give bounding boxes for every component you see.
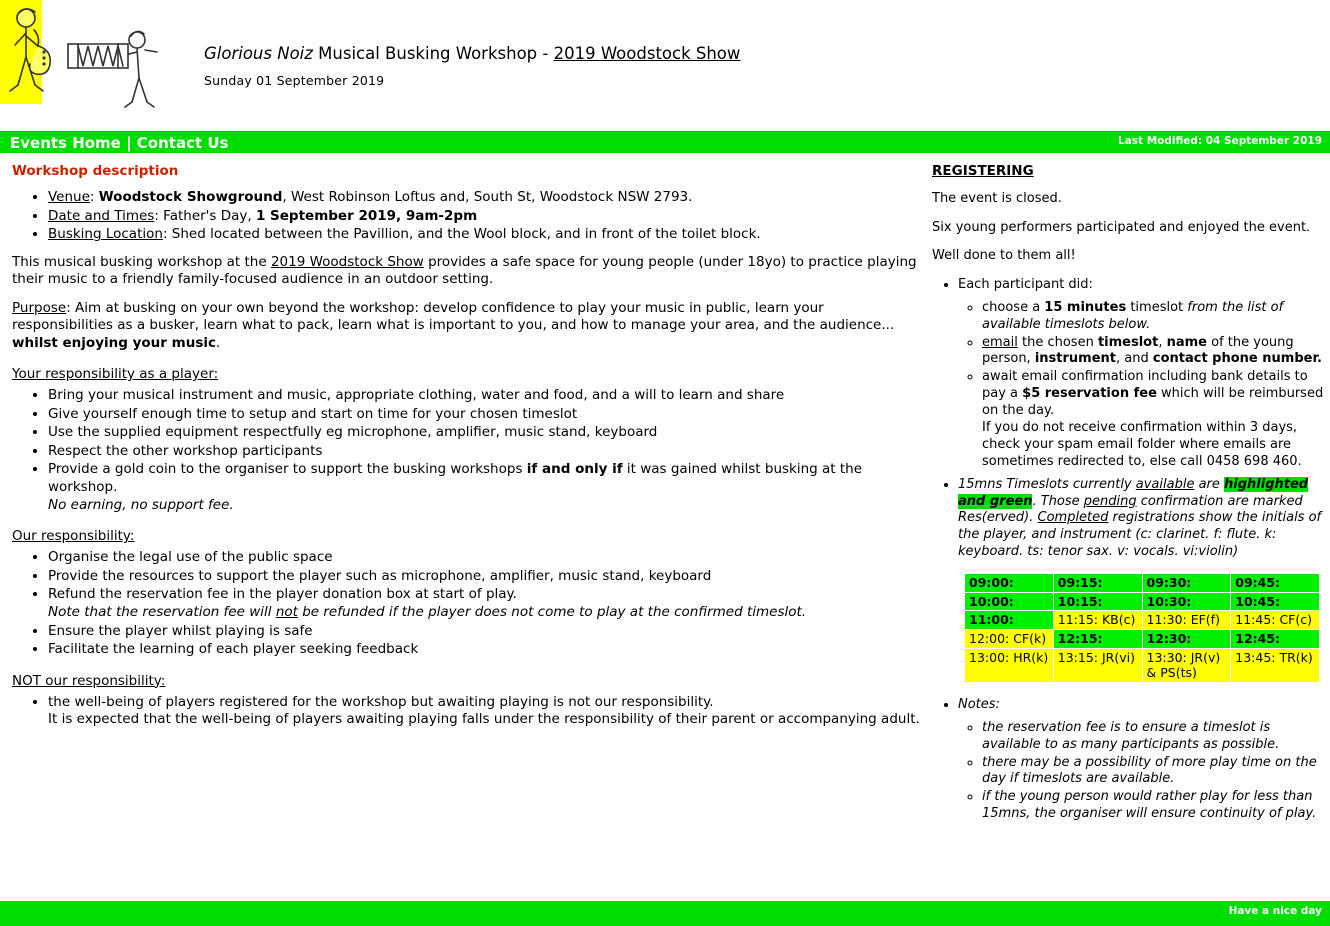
nav-contact-us[interactable]: Contact Us <box>136 133 229 152</box>
purpose-paragraph <box>12 300 927 352</box>
list-item-timeslot-legend <box>958 477 1324 561</box>
step3-post: which will be reimbursed on the day. <box>982 386 1324 419</box>
timeslot-cell[interactable]: 13:30: JR(v) & PS(ts) <box>1142 648 1231 682</box>
slots-highlight: highlighted and green <box>958 476 1309 509</box>
list-item: ◦ if the young person would rather play for less than 15mns, the organiser will ensure continuity of play. <box>982 789 1324 823</box>
our-responsibility-list <box>12 549 927 658</box>
step3-bold-fee: $5 reservation fee <box>1022 386 1157 402</box>
timeslot-cell[interactable]: 12:00: CF(k) <box>965 630 1054 649</box>
brand-name: Glorious Noiz <box>204 44 313 63</box>
gold-coin-post: it was gained whilst busking at the workshop. <box>48 461 863 495</box>
page-header <box>0 0 1330 131</box>
participated-text: Six young performers participated and enjoyed the event. <box>932 219 1311 235</box>
header-show-link[interactable]: 2019 Woodstock Show <box>553 44 741 63</box>
dates-label: Date and Times <box>48 207 155 224</box>
not-our-note: It is expected that the well-being of players awaiting playing falls under the responsibility of their parent or accompanying adult. <box>48 711 920 728</box>
venue-label: Venue <box>48 189 90 205</box>
list-item-dates <box>48 208 927 226</box>
notes-sublist <box>958 720 1324 823</box>
refund-note <box>48 604 806 620</box>
list-item: • Provide the resources to support the player such as microphone, amplifier, music stand, keyboard <box>48 568 927 586</box>
timeslot-table <box>964 573 1320 683</box>
last-modified: Last Modified: 04 September 2019 <box>1118 135 1322 147</box>
timeslot-cell[interactable]: 13:45: TR(k) <box>1231 648 1320 682</box>
page-footer <box>0 901 1330 926</box>
player-responsibility-title: Your responsibility as a player: <box>12 365 219 382</box>
timeslot-cell[interactable]: 09:45: <box>1231 574 1320 593</box>
purpose-end: . <box>215 334 221 351</box>
table-row <box>965 574 1320 593</box>
slots-mid1: are <box>1194 476 1225 492</box>
not-our-responsibility-title: NOT our responsibility: <box>12 672 166 689</box>
refund-text: Refund the reservation fee in the player donation box at start of play. <box>48 586 517 603</box>
busking-location-label: Busking Location <box>48 226 163 243</box>
notes-title: Notes: <box>958 696 1000 712</box>
step2-bold-phone: contact phone number. <box>1152 351 1322 367</box>
list-item: • Use the supplied equipment respectfully eg microphone, amplifier, music stand, keyboard <box>48 424 927 442</box>
busking-location-value: : Shed located between the Pavillion, and the Wool block, and in front of the toilet block. <box>162 226 761 243</box>
intro-post: provides a safe space for young people (under 18yo) to practice playing their music to a friendly family-focused audience in an outdoor setting. <box>12 253 917 287</box>
notes-list <box>932 697 1324 823</box>
timeslot-cell[interactable]: 10:15: <box>1053 592 1142 611</box>
list-item-each-participant <box>958 277 1324 471</box>
each-participant-label: Each participant did: <box>958 276 1093 292</box>
step1-italic: from the list of available timeslots below. <box>982 299 1284 332</box>
dates-prefix: : Father's Day, <box>154 207 256 224</box>
event-closed-text: The event is closed. <box>932 191 1062 206</box>
list-item: ◦ there may be a possibility of more play time on the day if timeslots are available. <box>982 755 1324 789</box>
nav-separator: | <box>120 133 137 152</box>
participant-steps-sublist <box>958 300 1324 471</box>
table-row <box>965 611 1320 630</box>
registering-title: REGISTERING <box>932 163 1034 179</box>
refund-note-not: not <box>275 603 298 620</box>
list-item-notes <box>958 697 1324 823</box>
timeslot-cell[interactable]: 11:15: KB(c) <box>1053 611 1142 630</box>
timeslot-cell[interactable]: 13:15: JR(vi) <box>1053 648 1142 682</box>
table-row <box>965 592 1320 611</box>
venue-details-list <box>12 189 927 244</box>
step2-mid2: , <box>1158 334 1167 350</box>
slots-mid3: confirmation are marked Res(erved). <box>958 493 1303 526</box>
not-our-item: the well-being of players registered for the workshop but awaiting playing is not our responsibility. <box>48 693 714 710</box>
nav-events-home[interactable]: Events Home <box>10 133 121 152</box>
list-item: • Ensure the player whilst playing is safe <box>48 623 927 641</box>
header-date: Sunday 01 September 2019 <box>204 73 385 88</box>
list-item-refund <box>48 586 927 621</box>
workshop-description-title: Workshop description <box>12 163 179 179</box>
timeslot-cell[interactable]: 11:30: EF(f) <box>1142 611 1231 630</box>
step2-mid1: the chosen <box>1017 334 1098 350</box>
main-content <box>0 153 1330 901</box>
list-item: • Give yourself enough time to setup and start on time for your chosen timeslot <box>48 406 927 424</box>
list-item: • Bring your musical instrument and music, appropriate clothing, water and food, and a will to learn and share <box>48 387 927 405</box>
step2-bold-name: name <box>1166 334 1207 350</box>
dates-value: 1 September 2019, 9am-2pm <box>255 207 478 224</box>
venue-name: Woodstock Showground <box>98 189 283 205</box>
table-row <box>965 648 1320 682</box>
list-item: ◦ the reservation fee is to ensure a timeslot is available to as many participants as possible. <box>982 720 1324 754</box>
slots-pre: 15mns Timeslots currently <box>958 476 1136 492</box>
footer-gap <box>0 889 1330 901</box>
step3-note: If you do not receive confirmation within 3 days, check your spam email folder where emails are sometimes redirected to, else call 0458 698 460. <box>982 420 1302 469</box>
timeslot-cell[interactable]: 10:45: <box>1231 592 1320 611</box>
our-responsibility-title: Our responsibility: <box>12 528 135 545</box>
slots-pending-word: pending <box>1083 493 1137 509</box>
purpose-text: : Aim at busking on your own beyond the workshop: develop confidence to play your music in public, learn your responsibilities as a busker, learn what to pack, learn what is important to you, and how to manage your area, and the audience... <box>12 300 895 334</box>
gold-coin-note: No earning, no support fee. <box>48 496 234 513</box>
timeslot-cell[interactable]: 10:30: <box>1142 592 1231 611</box>
slots-completed-word: Completed <box>1037 510 1109 526</box>
list-item-not-our <box>48 694 927 729</box>
list-item: • Respect the other workshop participants <box>48 443 927 461</box>
player-responsibility-list <box>12 387 927 514</box>
timeslot-cell[interactable]: 09:00: <box>965 574 1054 593</box>
timeslot-cell[interactable]: 11:45: CF(c) <box>1231 611 1320 630</box>
step2-mid3: of the young person, <box>982 334 1294 367</box>
registering-column <box>932 163 1324 829</box>
email-link[interactable]: email <box>982 334 1018 350</box>
title-rest: Musical Busking Workshop - <box>312 44 554 63</box>
slots-mid2: . Those <box>1032 493 1084 509</box>
gold-coin-bold: if and only if <box>526 461 623 478</box>
step1-bold: 15 minutes <box>1044 299 1127 315</box>
step2-bold-instrument: instrument <box>1034 351 1116 367</box>
timeslot-legend-list <box>932 477 1324 561</box>
table-row <box>965 630 1320 649</box>
list-item-busking-location <box>48 226 927 244</box>
registration-steps-list <box>932 277 1324 471</box>
venue-address: , West Robinson Loftus and, South St, Woodstock NSW 2793. <box>282 189 693 205</box>
nav-bar <box>0 131 1330 153</box>
timeslot-cell[interactable]: 11:00: <box>965 611 1054 630</box>
list-item-gold-coin <box>48 461 927 514</box>
logo <box>0 0 182 120</box>
refund-note-pre: Note that the reservation fee will <box>48 603 276 620</box>
list-item-choose-timeslot <box>982 300 1324 334</box>
timeslot-cell[interactable]: 13:00: HR(k) <box>965 648 1054 682</box>
nav-links <box>10 134 228 152</box>
refund-note-post: be refunded if the player does not come to play at the confirmed timeslot. <box>297 603 807 620</box>
intro-pre: This musical busking workshop at the <box>12 253 271 270</box>
timeslot-cell[interactable]: 09:15: <box>1053 574 1142 593</box>
timeslot-cell[interactable]: 12:45: <box>1231 630 1320 649</box>
intro-show-link[interactable]: 2019 Woodstock Show <box>270 253 424 270</box>
list-item-venue: • Venue: Woodstock Showground, West Robinson Loftus and, South St, Woodstock NSW 2793. <box>48 189 927 207</box>
intro-paragraph <box>12 254 927 289</box>
step2-bold-timeslot: timeslot <box>1097 334 1159 350</box>
gold-coin-pre: Provide a gold coin to the organiser to support the busking workshops <box>48 461 527 478</box>
purpose-label: Purpose <box>12 300 67 317</box>
workshop-description-column <box>12 163 927 739</box>
slots-mid4: registrations show the initials of the player, and instrument (c: clarinet. f: flute. k: keyboard. ts: tenor sax. v: vocals. vi:violin) <box>958 510 1322 560</box>
not-our-responsibility-list <box>12 694 927 729</box>
step2-mid4: , and <box>1116 351 1153 367</box>
step1-pre: choose a <box>982 299 1045 315</box>
purpose-bold: whilst enjoying your music <box>12 334 216 351</box>
list-item: • Facilitate the learning of each player seeking feedback <box>48 641 927 659</box>
step3-pre: await email confirmation including bank details to pay a <box>982 369 1308 402</box>
step1-mid: timeslot <box>1126 299 1188 315</box>
list-item: • Organise the legal use of the public space <box>48 549 927 567</box>
list-item-email-details <box>982 335 1324 369</box>
timeslot-cell[interactable]: 12:30: <box>1142 630 1231 649</box>
timeslot-cell[interactable]: 09:30: <box>1142 574 1231 593</box>
well-done-text: Well done to them all! <box>932 248 1076 264</box>
timeslot-cell[interactable]: 10:00: <box>965 592 1054 611</box>
slots-available-word: available <box>1135 476 1195 492</box>
page-title <box>204 44 740 63</box>
timeslot-cell[interactable]: 12:15: <box>1053 630 1142 649</box>
list-item-await-confirmation <box>982 369 1324 470</box>
busker-saxophone-accordion-illustration <box>0 0 182 120</box>
footer-text: Have a nice day <box>1228 905 1322 917</box>
